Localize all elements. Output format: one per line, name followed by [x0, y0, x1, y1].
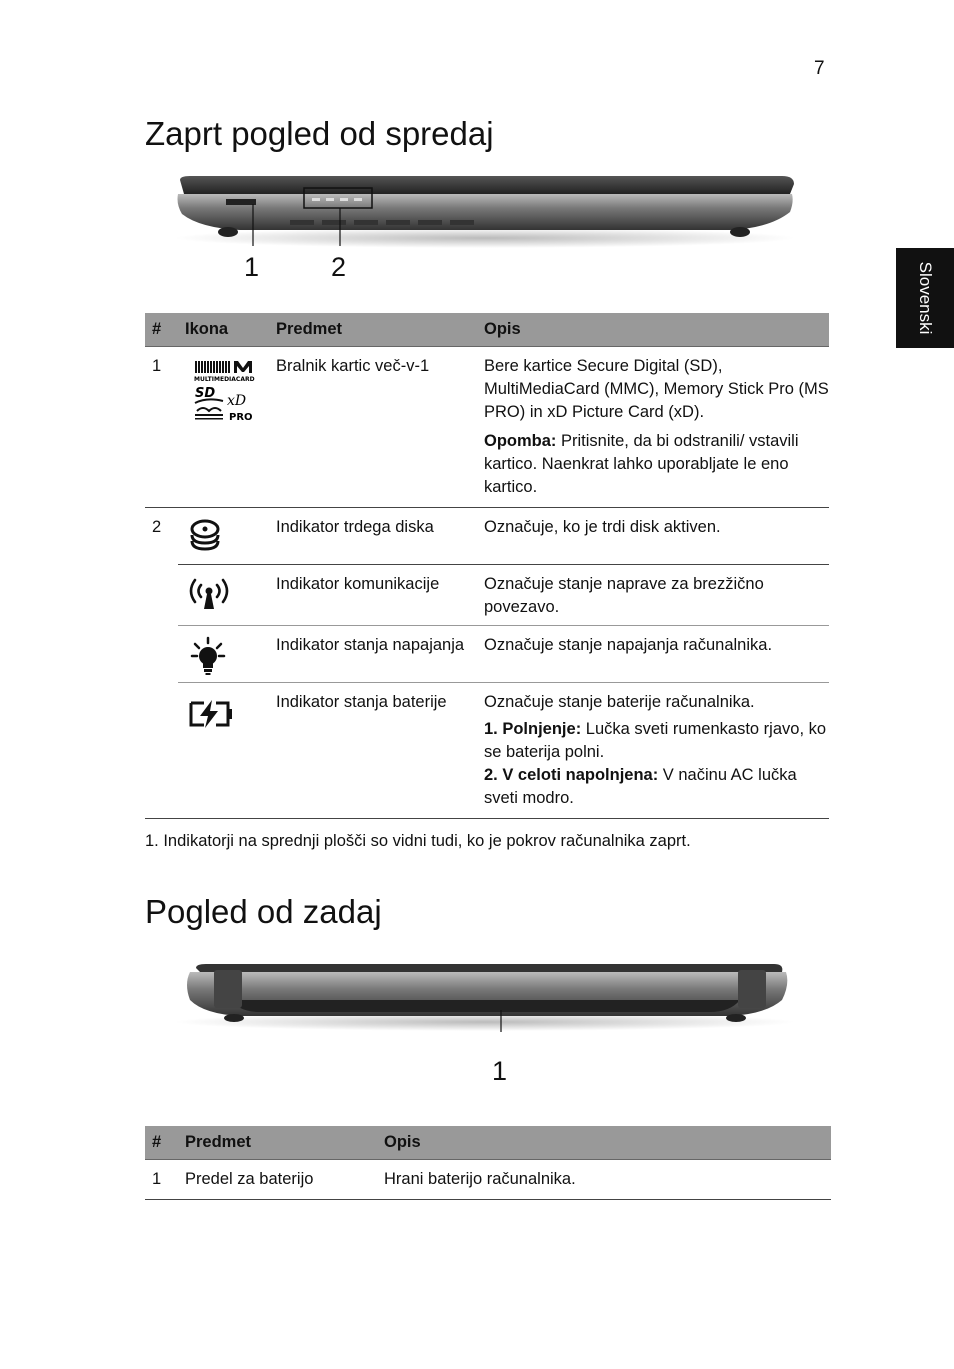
table-header-row: [145, 313, 829, 347]
col-item: Predmet: [185, 1126, 384, 1160]
charging-label: 1. Polnjenje:: [484, 720, 582, 738]
row-desc: Hrani baterijo računalnika.: [384, 1160, 831, 1200]
card-reader-logos-icon: [193, 359, 257, 423]
col-desc: Opis: [484, 313, 829, 347]
full-text: V načinu AC lučka sveti modro.: [484, 766, 797, 807]
col-num: #: [145, 313, 178, 347]
front-components-table: [145, 313, 829, 819]
row-item: Indikator stanja baterije: [276, 683, 484, 819]
language-tab-label: Slovenski: [916, 261, 935, 335]
page-number: 7: [814, 58, 825, 79]
mmc-logo-text: MULTIMEDIACARD: [194, 376, 255, 383]
row-item: Bralnik kartic več-v-1: [276, 347, 484, 508]
rear-components-table: [145, 1126, 831, 1200]
row-num: [145, 626, 178, 683]
laptop-rear-image: [170, 960, 800, 1034]
row-item: Indikator komunikacije: [276, 565, 484, 626]
col-num: #: [145, 1126, 185, 1160]
col-item: Predmet: [276, 313, 484, 347]
row-desc: Označuje stanje naprave za brezžično povezavo.: [484, 565, 829, 626]
row-num: [145, 565, 178, 626]
row-status-charging: [484, 718, 829, 764]
table-row: [145, 347, 829, 508]
front-callout-2: 2: [331, 252, 347, 282]
table-row: [145, 565, 829, 626]
row-status-full: [484, 764, 829, 810]
rear-callout-1: 1: [492, 1056, 508, 1086]
row-desc: Označuje stanje baterije računalnika.: [484, 693, 755, 711]
table-header-row: [145, 1126, 831, 1160]
row-num: 2: [152, 518, 162, 536]
row-num: 1: [145, 347, 178, 508]
row-note: [484, 430, 829, 499]
col-desc: Opis: [384, 1126, 831, 1160]
row-desc: Označuje, ko je trdi disk aktiven.: [484, 508, 829, 565]
battery-charge-icon: [188, 699, 234, 729]
table-row: [145, 626, 829, 683]
language-tab: [896, 248, 954, 348]
hard-disk-icon: [187, 518, 223, 554]
power-bulb-icon: [190, 636, 226, 676]
table-row: [145, 683, 829, 819]
row-desc: Označuje stanje napajanja računalnika.: [484, 626, 829, 683]
table-row: [145, 508, 829, 565]
row-item: Predel za baterijo: [185, 1160, 384, 1200]
xd-logo-text: xD: [227, 393, 247, 409]
rear-view-title: Pogled od zadaj: [145, 893, 382, 930]
col-icon: Ikona: [178, 313, 276, 347]
charging-text: Lučka sveti rumenkasto rjavo, ko se baterija polni.: [484, 720, 827, 761]
row-item: Indikator stanja napajanja: [276, 626, 484, 683]
laptop-front-image: [170, 172, 800, 254]
note-label: Opomba:: [484, 432, 557, 450]
front-callout-1: 1: [244, 252, 260, 282]
full-label: 2. V celoti napolnjena:: [484, 766, 659, 784]
footnote: 1. Indikatorji na sprednji plošči so vidni tudi, ko je pokrov računalnika zaprt.: [145, 832, 691, 850]
row-num: 1: [145, 1160, 185, 1200]
note-text: Pritisnite, da bi odstranili/ vstavili kartico. Naenkrat lahko uporabljate le eno kartico.: [484, 432, 799, 496]
pro-logo-text: PRO: [229, 412, 253, 423]
row-num: [145, 683, 178, 819]
table-row: [145, 1160, 831, 1200]
row-desc: Bere kartice Secure Digital (SD), MultiMediaCard (MMC), Memory Stick Pro (MS PRO) in xD Picture Card (xD).: [484, 357, 829, 421]
wireless-icon: [187, 577, 231, 611]
front-view-title: Zaprt pogled od spredaj: [145, 115, 494, 152]
sd-logo-text: SD: [195, 386, 216, 401]
row-item: Indikator trdega diska: [276, 508, 484, 565]
